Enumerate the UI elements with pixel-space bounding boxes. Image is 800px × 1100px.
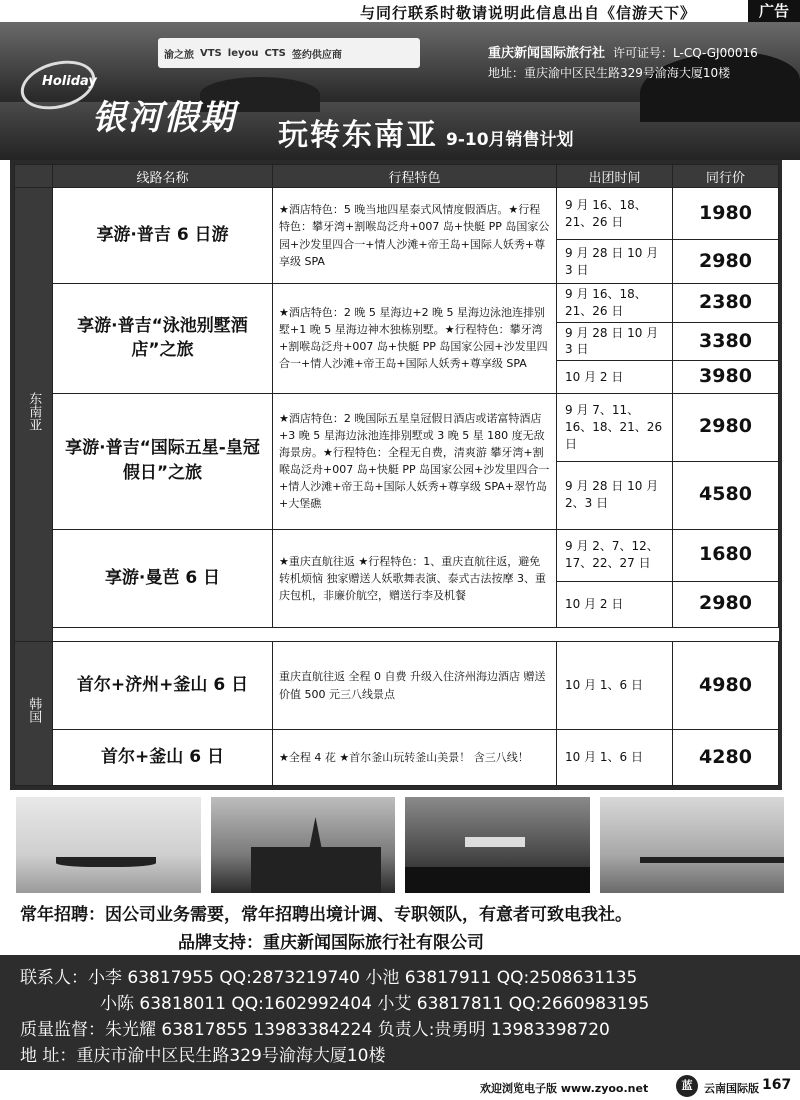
brand-support: 品牌支持：重庆新闻国际旅行社有限公司 (178, 933, 484, 953)
departure-date: 10 月 1、6 日 (557, 730, 673, 786)
license-number: 许可证号：L-CQ-GJ00016 (613, 46, 758, 60)
departure-date: 9 月 7、11、16、18、21、26 日 (557, 393, 673, 461)
company-name: 重庆新闻国际旅行社 (488, 46, 606, 61)
contact-panel (0, 955, 800, 1070)
region-korea (15, 642, 53, 786)
departure-date: 9 月 28 日 10 月 3 日 (557, 322, 673, 361)
route-features: ★全程 4 花 ★首尔釜山玩转釜山美景！ 含三八线！ (273, 730, 557, 786)
route-features: ★重庆直航往返 ★行程特色：1、重庆直航往返，避免转机烦恼 独家赠送人妖歌舞表演、泰式古法按摩 3、重庆包机，非廉价航空，赠送行李及机餐 (273, 529, 557, 627)
headline-title: 玩转东南亚 (278, 118, 438, 153)
page-footer (0, 1072, 800, 1100)
table-row-spacer (15, 634, 779, 641)
recruitment-notice: 常年招聘：因公司业务需要，常年招聘出境计调、专职领队，有意者可致电我社。 (20, 905, 632, 925)
route-features: ★酒店特色：5 晚当地四星泰式风情度假酒店。★行程特色：攀牙湾+割喉岛泛舟+007 岛+快艇 PP 岛国家公园+沙发里四合一+情人沙滩+帝王岛+国际人妖秀+尊享级 SPA (273, 188, 557, 284)
logo-cts: CTS (264, 47, 286, 59)
region-southeast-asia (15, 188, 53, 642)
table-row-spacer (15, 627, 779, 634)
departure-date: 10 月 2 日 (557, 361, 673, 393)
table-row (15, 730, 779, 786)
company-address: 地址：重庆渝中区民生路329号渝海大厦10楼 (488, 66, 731, 80)
route-name: 享游·普吉“国际五星-皇冠假日”之旅 (53, 393, 273, 529)
photo-pier (600, 797, 785, 893)
contact-line-2: 小陈 63818011 QQ:1602992404 小艾 63817811 QQ:2660983195 (100, 994, 650, 1014)
departure-date: 9 月 16、18、21、26 日 (557, 284, 673, 323)
price: 4280 (673, 730, 779, 786)
price: 3380 (673, 322, 779, 361)
route-table-container (10, 160, 782, 790)
contact-line-4: 地 址：重庆市渝中区民生路329号渝海大厦10楼 (20, 1046, 386, 1066)
page-number: 167 (762, 1077, 792, 1093)
departure-date: 9 月 28 日 10 月 3 日 (557, 240, 673, 284)
route-name: 享游·曼芭 6 日 (53, 529, 273, 627)
brand-name: 银河假期 (92, 98, 236, 138)
route-name: 首尔+济州+釜山 6 日 (53, 642, 273, 730)
price: 1980 (673, 188, 779, 240)
table-row (15, 529, 779, 581)
route-name: 首尔+釜山 6 日 (53, 730, 273, 786)
ad-label: 广告 (748, 0, 800, 22)
table-row (15, 642, 779, 730)
header-price: 同行价 (673, 165, 779, 188)
table-row (15, 188, 779, 240)
holiday-logo-text: Holiday (42, 74, 97, 89)
header-region (15, 165, 53, 188)
logo-supplier: 签约供应商 (291, 49, 342, 61)
price: 2380 (673, 284, 779, 323)
route-features: ★酒店特色：2 晚国际五星皇冠假日酒店或诺富特酒店+3 晚 5 星海边泳池连排别墅或 3 晚 5 星 180 度无敌海景房。★行程特色：全程无自费，清爽游 攀牙湾+割喉岛泛舟+007 岛+快艇 PP 岛国家公园+沙发里四合一+情人沙滩+帝王岛+国际人妖秀+尊享级 SPA+翠竹岛+大堡礁 (273, 393, 557, 529)
route-features: 重庆直航往返 全程 0 自费 升级入住济州海边酒店 赠送价值 500 元三八线景点 (273, 642, 557, 730)
price: 3980 (673, 361, 779, 393)
company-info (488, 42, 758, 61)
route-table (14, 164, 779, 786)
departure-date: 9 月 2、7、12、17、22、27 日 (557, 529, 673, 581)
price: 4580 (673, 461, 779, 529)
logo-yuzhilv: 渝之旅 (164, 49, 194, 61)
partner-logos (158, 38, 420, 68)
price: 2980 (673, 240, 779, 284)
header-route: 线路名称 (53, 165, 273, 188)
logo-leyou: leyou (227, 47, 259, 59)
header-features: 行程特色 (273, 165, 557, 188)
header-banner (0, 22, 800, 160)
departure-date: 9 月 16、18、21、26 日 (557, 188, 673, 240)
route-name: 享游·普吉“泳池别墅酒店”之旅 (53, 284, 273, 394)
photo-strip (16, 797, 784, 893)
table-row (15, 284, 779, 323)
photo-thai-temple (211, 797, 396, 893)
departure-date: 10 月 1、6 日 (557, 642, 673, 730)
table-row (15, 393, 779, 461)
price: 1680 (673, 529, 779, 581)
footer-website: 欢迎浏览电子版 www.zyoo.net (480, 1082, 649, 1095)
contact-line-1: 联系人：小李 63817955 QQ:2873219740 小池 63817911 QQ:2508631135 (20, 968, 638, 988)
source-notice: 与同行联系时敬请说明此信息出自《信游天下》 (360, 4, 697, 22)
edition-label: 云南国际版 (704, 1082, 759, 1095)
logo-vts: VTS (200, 47, 222, 59)
header-dates: 出团时间 (557, 165, 673, 188)
photo-beach-boats (16, 797, 201, 893)
badge-icon: 蓝 (676, 1075, 698, 1097)
route-features: ★酒店特色：2 晚 5 星海边+2 晚 5 星海边泳池连排别墅+1 晚 5 星海边神木独栋别墅。★行程特色：攀牙湾+割喉岛泛舟+007 岛+快艇 PP 岛国家公园+沙发里四合一+情人沙滩+帝王岛+国际人妖秀+尊享级 SPA (273, 284, 557, 394)
departure-date: 10 月 2 日 (557, 581, 673, 627)
island-shape-right (640, 52, 800, 122)
price: 2980 (673, 393, 779, 461)
photo-marina-bay (405, 797, 590, 893)
contact-line-3: 质量监督：朱光耀 63817855 13983384224 负责人:贵勇明 13983398720 (20, 1020, 610, 1040)
headline-subtitle: 9-10月销售计划 (446, 130, 574, 150)
price: 4980 (673, 642, 779, 730)
price: 2980 (673, 581, 779, 627)
region-label: 东南亚 (26, 391, 42, 431)
top-notice-bar (0, 0, 800, 22)
region-label: 韩国 (26, 697, 42, 724)
route-name: 享游·普吉 6 日游 (53, 188, 273, 284)
headline (278, 110, 574, 154)
departure-date: 9 月 28 日 10 月 2、3 日 (557, 461, 673, 529)
table-header-row (15, 165, 779, 188)
